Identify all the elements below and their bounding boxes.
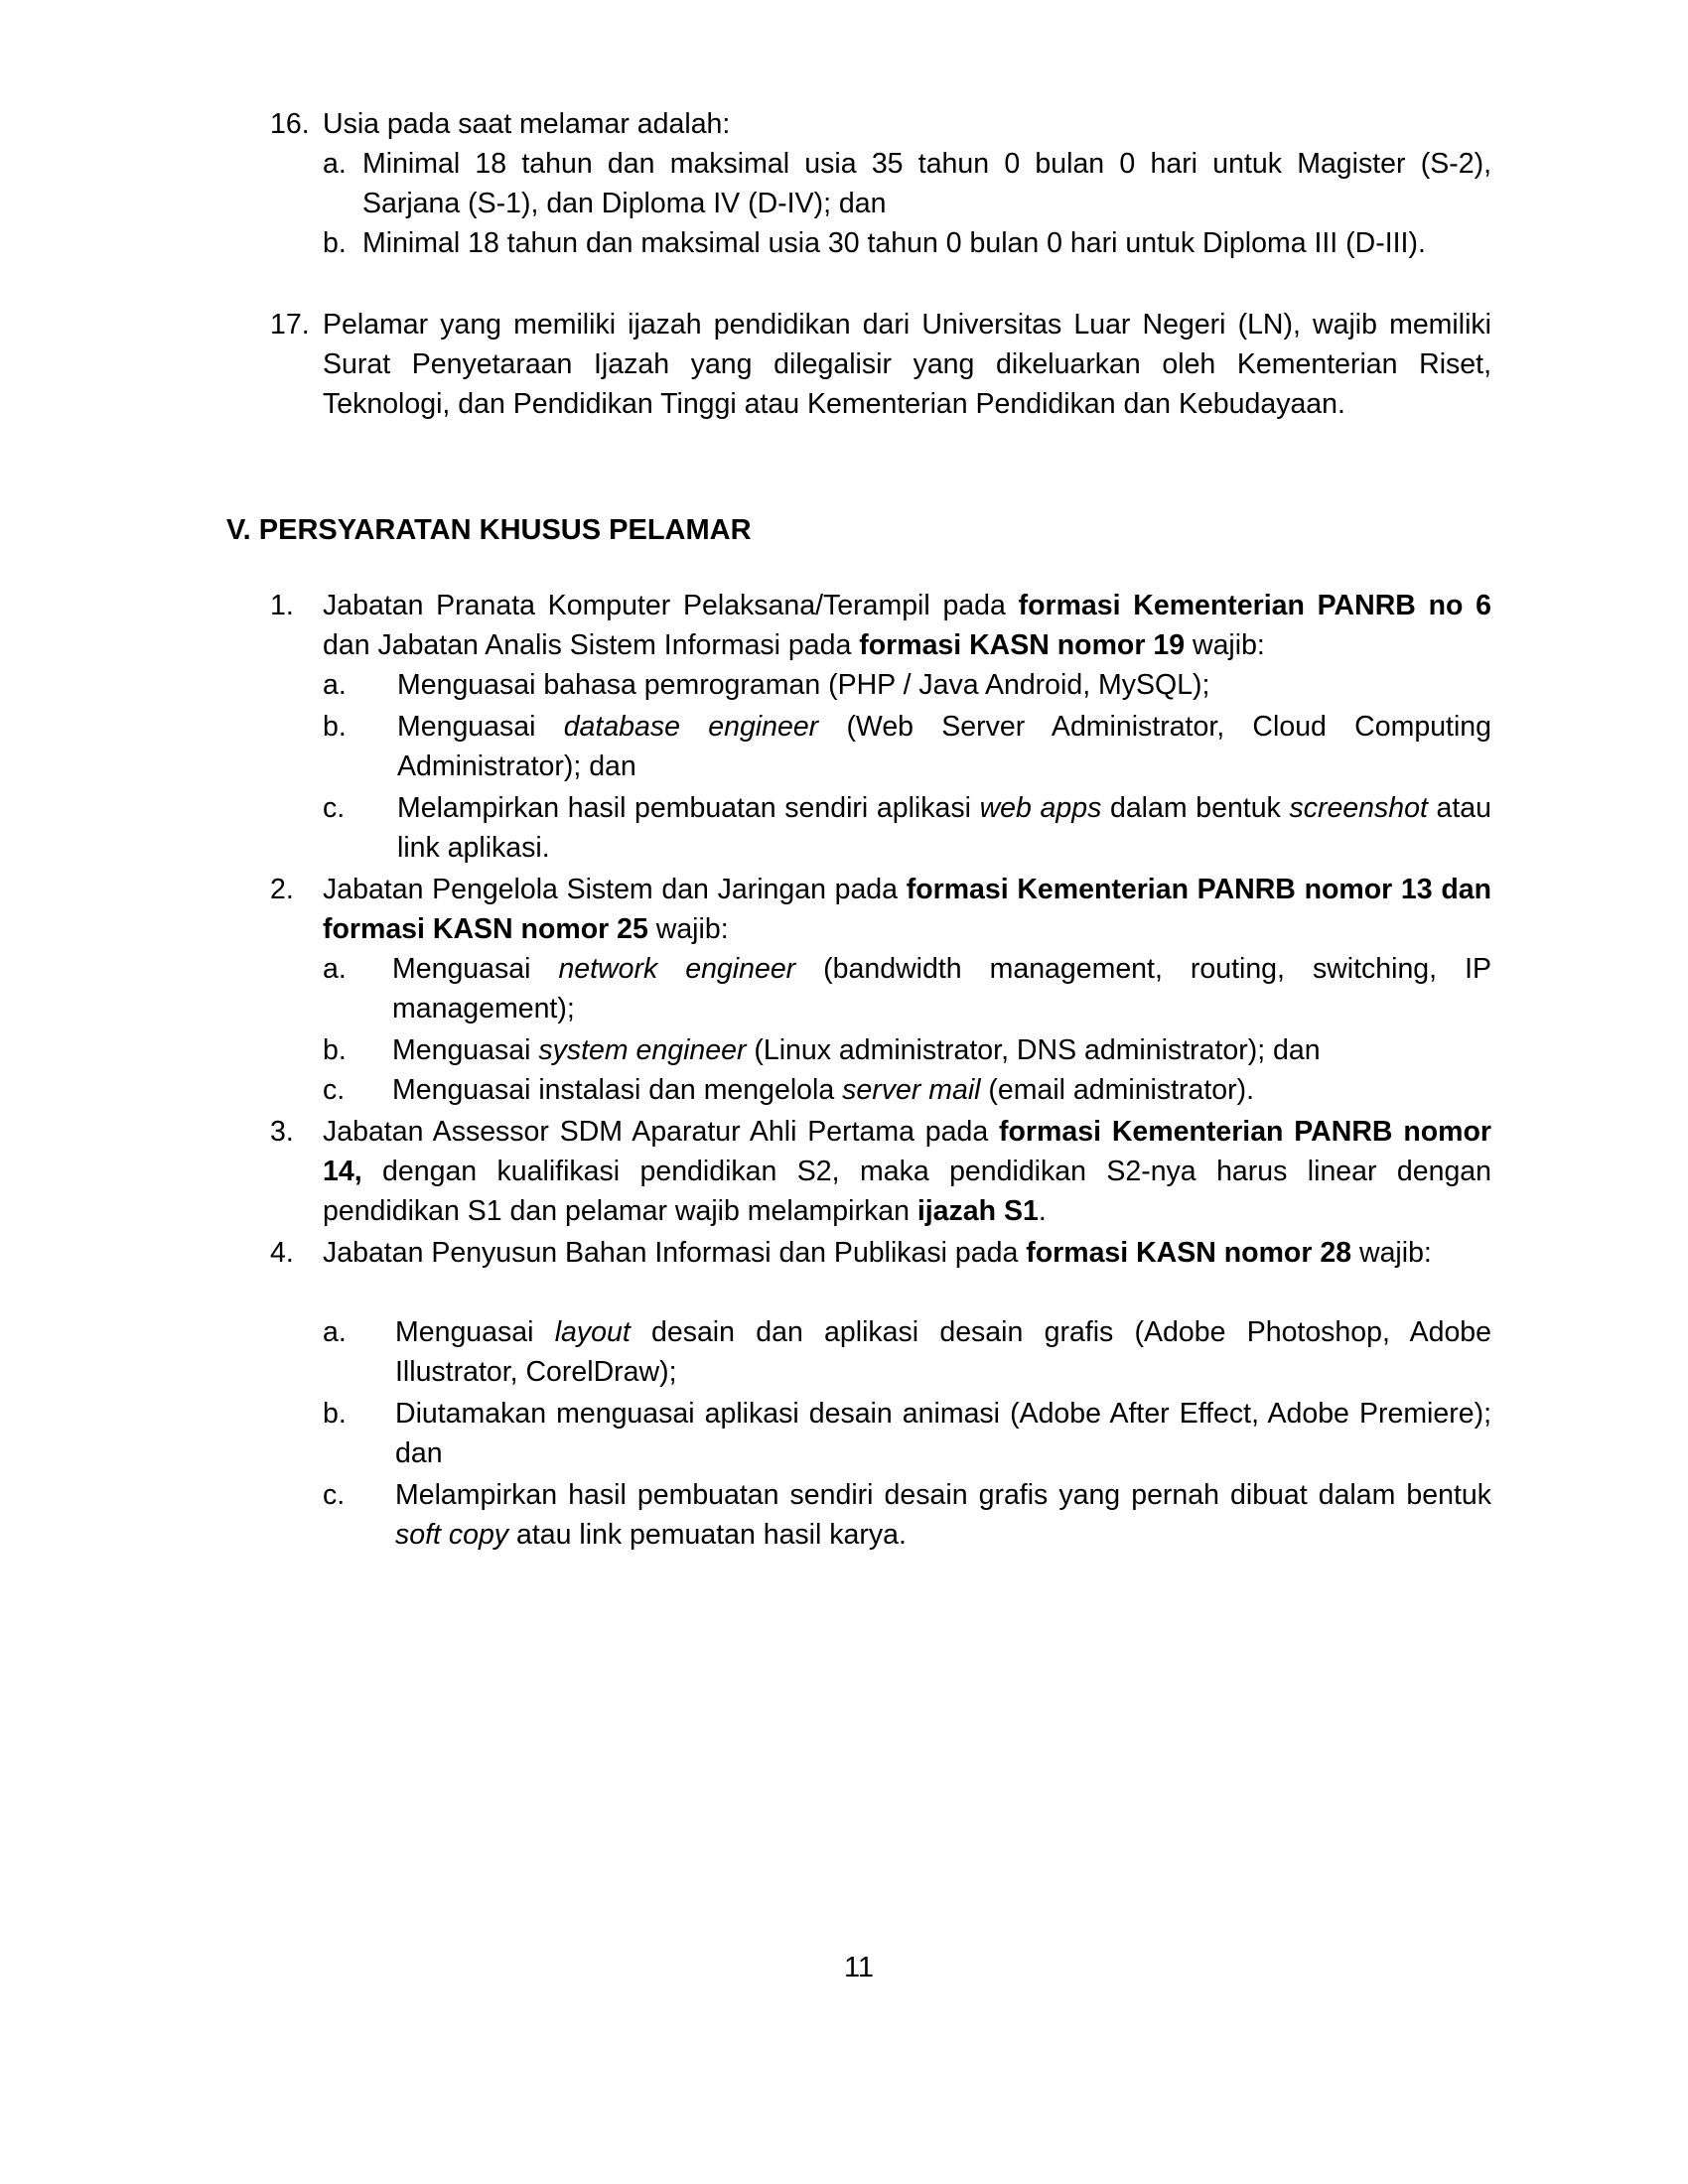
section-heading: V. PERSYARATAN KHUSUS PELAMAR: [226, 514, 752, 546]
requirement-item-4: [270, 1233, 1491, 1273]
requirement-item-1: [270, 586, 1491, 665]
item-text: Jabatan Pengelola Sistem dan Jaringan pada formasi Kementerian PANRB nomor 13 dan formasi KASN nomor 25 wajib:: [323, 874, 1491, 945]
sub-item-letter: a.: [323, 953, 347, 985]
sub-item-2a: [323, 949, 1491, 1028]
sub-item-text: Menguasai bahasa pemrograman (PHP / Java Android, MySQL);: [397, 669, 1210, 701]
item-text: Jabatan Pranata Komputer Pelaksana/Terampil pada formasi Kementerian PANRB no 6 dan Jabatan Analis Sistem Informasi pada formasi KASN nomor 19 wajib:: [323, 590, 1492, 661]
sub-item-letter: a.: [323, 669, 347, 701]
item-number: 2.: [270, 874, 294, 905]
sub-item-text: Minimal 18 tahun dan maksimal usia 35 tahun 0 bulan 0 hari untuk Magister (S-2), Sarjana (S-1), dan Diploma IV (D-IV); dan: [362, 148, 1491, 219]
list-item-16: [270, 104, 1491, 144]
item-number: 4.: [270, 1237, 294, 1269]
item-number: 17.: [270, 309, 310, 341]
sub-item-letter: a.: [323, 1316, 347, 1348]
sub-item-text: Minimal 18 tahun dan maksimal usia 30 tahun 0 bulan 0 hari untuk Diploma III (D-III).: [362, 227, 1426, 259]
sub-item-letter: b.: [323, 1034, 347, 1066]
sub-item-letter: b.: [323, 227, 347, 259]
sub-item-text: Melampirkan hasil pembuatan sendiri aplikasi web apps dalam bentuk screenshot atau link aplikasi.: [397, 792, 1491, 864]
requirement-item-2: [270, 870, 1491, 949]
sub-item-text: Diutamakan menguasai aplikasi desain animasi (Adobe After Effect, Adobe Premiere); dan: [395, 1398, 1491, 1469]
sub-item-text: Menguasai layout desain dan aplikasi desain grafis (Adobe Photoshop, Adobe Illustrator, CorelDraw);: [395, 1316, 1491, 1388]
item-text: Jabatan Penyusun Bahan Informasi dan Publikasi pada formasi KASN nomor 28 wajib:: [323, 1237, 1432, 1269]
item-number: 1.: [270, 590, 294, 621]
sub-item-text: Menguasai network engineer (bandwidth management, routing, switching, IP management);: [392, 953, 1492, 1024]
sub-item-4c: [323, 1475, 1491, 1555]
sub-item-text: Melampirkan hasil pembuatan sendiri desain grafis yang pernah dibuat dalam bentuk soft copy atau link pemuatan hasil karya.: [395, 1479, 1491, 1551]
sub-item-4b: [323, 1394, 1491, 1473]
sub-item-16a: [323, 144, 1491, 223]
sub-item-1a: [323, 665, 1491, 705]
sub-item-2c: [323, 1070, 1491, 1110]
sub-item-letter: c.: [323, 1479, 346, 1511]
sub-item-letter: c.: [323, 792, 346, 824]
list-item-17: [270, 305, 1491, 424]
item-text: Usia pada saat melamar adalah:: [323, 108, 731, 140]
requirement-item-3: [270, 1112, 1491, 1231]
sub-item-2b: [323, 1030, 1491, 1070]
item-number: 3.: [270, 1116, 294, 1148]
sub-item-letter: a.: [323, 148, 347, 180]
item-text: Pelamar yang memiliki ijazah pendidikan dari Universitas Luar Negeri (LN), wajib memiliki Surat Penyetaraan Ijazah yang dilegalisir yang dikeluarkan oleh Kementerian Riset, Teknologi, dan Pendidikan Tinggi atau Kementerian Pendidikan dan Kebudayaan.: [323, 309, 1491, 420]
page-number: 11: [843, 1952, 875, 1983]
sub-item-1b: [323, 707, 1491, 786]
sub-item-text: Menguasai instalasi dan mengelola server mail (email administrator).: [392, 1074, 1255, 1106]
sub-item-1c: [323, 788, 1491, 868]
sub-item-text: Menguasai database engineer (Web Server Administrator, Cloud Computing Administrator); dan: [397, 711, 1491, 782]
sub-item-letter: b.: [323, 711, 347, 743]
item-text: Jabatan Assessor SDM Aparatur Ahli Pertama pada formasi Kementerian PANRB nomor 14, dengan kualifikasi pendidikan S2, maka pendidikan S2-nya harus linear dengan pendidikan S1 dan pelamar wajib melampirkan ijazah S1.: [323, 1116, 1492, 1227]
sub-item-4a: [323, 1312, 1491, 1392]
sub-item-letter: b.: [323, 1398, 347, 1430]
item-number: 16.: [270, 108, 310, 140]
sub-item-text: Menguasai system engineer (Linux administrator, DNS administrator); dan: [392, 1034, 1321, 1066]
sub-item-16b: [323, 223, 1491, 263]
sub-item-letter: c.: [323, 1074, 346, 1106]
